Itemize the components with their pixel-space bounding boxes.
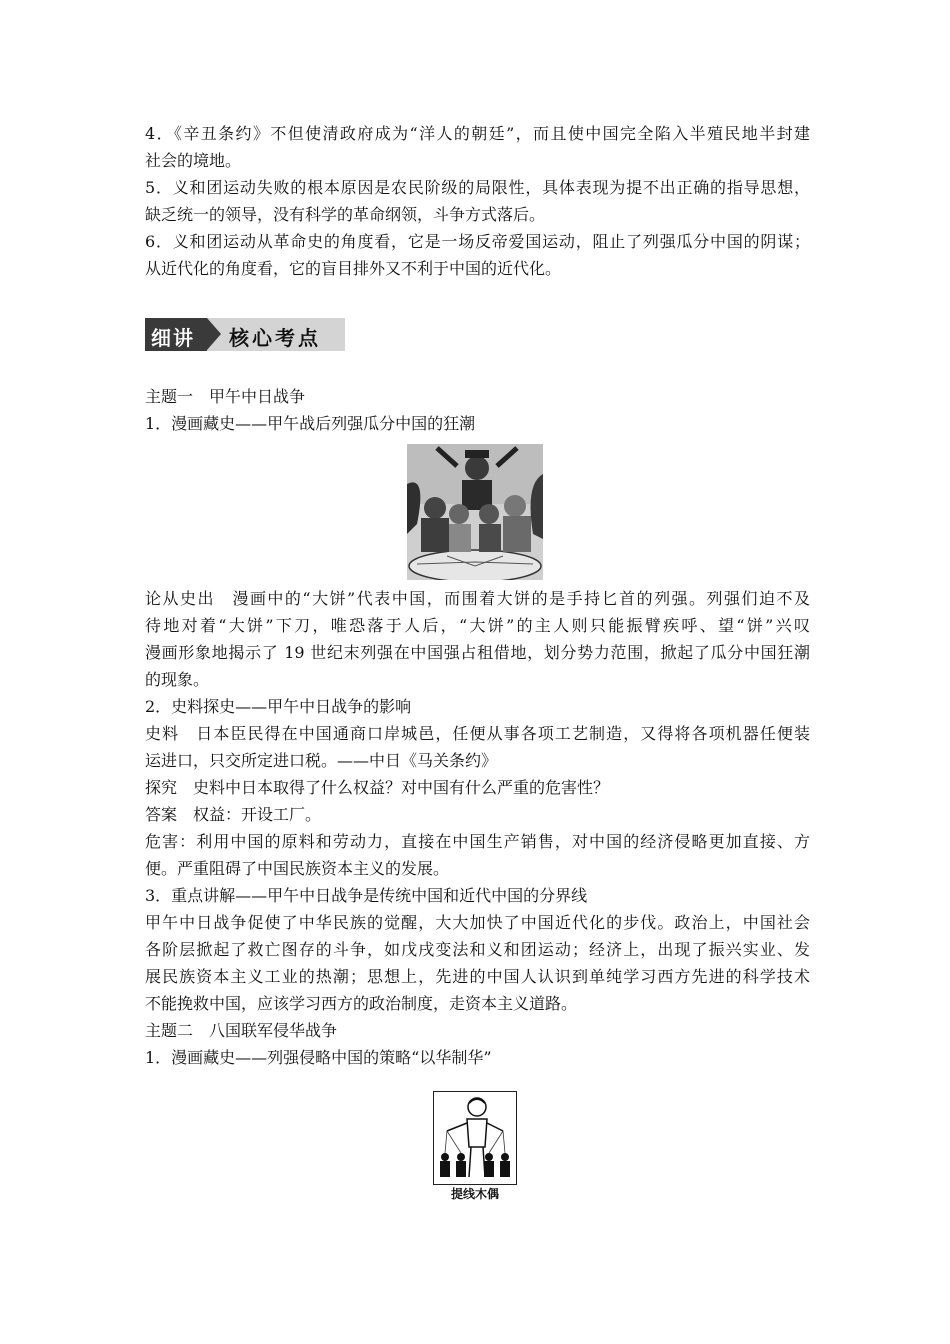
text-line: 从近代化的角度看，它的盲目排外又不利于中国的近代化。 bbox=[145, 259, 562, 278]
text-line: 社会的境地。 bbox=[145, 151, 242, 170]
text-line: 便。严重阻碍了中国民族资本主义的发展。 bbox=[145, 859, 450, 878]
topic-one-heading-block bbox=[145, 383, 810, 437]
subheading: 3．重点讲解——甲午中日战争是传统中国和近代中国的分界线 bbox=[145, 886, 588, 905]
text-line: 探究 史料中日本取得了什么权益？对中国有什么严重的危害性？ bbox=[145, 778, 610, 797]
text-line: 运进口，只交所定进口税。——中日《马关条约》 bbox=[145, 751, 498, 770]
subheading: 1．漫画藏史——甲午战后列强瓜分中国的狂潮 bbox=[145, 414, 476, 433]
banner-left-label: 细讲 bbox=[151, 326, 195, 350]
text-line: 论从史出 漫画中的“大饼”代表中国，而围着大饼的是手持匕首的列强。列强们迫不及 bbox=[145, 589, 810, 608]
text-line: 漫画形象地揭示了 19 世纪末列强在中国强占租借地，划分势力范围，掀起了瓜分中国狂潮 bbox=[145, 643, 810, 662]
text-line: 展民族资本主义工业的热潮；思想上，先进的中国人认识到单纯学习西方先进的科学技术 bbox=[145, 967, 810, 986]
text-line: 缺乏统一的领导，没有科学的革命纲领，斗争方式落后。 bbox=[145, 205, 546, 224]
text-line: 不能挽救中国，应该学习西方的政治制度，走资本主义道路。 bbox=[145, 994, 578, 1013]
intro-block bbox=[145, 120, 810, 282]
text-line: 甲午中日战争促使了中华民族的觉醒，大大加快了中国近代化的步伐。政治上，中国社会 bbox=[145, 913, 810, 932]
topic-heading: 主题二 八国联军侵华战争 bbox=[145, 1021, 338, 1040]
text-line: 5．义和团运动失败的根本原因是农民阶级的局限性，具体表现为提不出正确的指导思想， bbox=[145, 178, 810, 197]
banner-right-label: 核心考点 bbox=[229, 326, 321, 350]
text-line: 6．义和团运动从革命史的角度看，它是一场反帝爱国运动，阻止了列强瓜分中国的阴谋； bbox=[145, 232, 810, 251]
subheading: 2．史料探史——甲午中日战争的影响 bbox=[145, 697, 412, 716]
text-line: 答案 权益：开设工厂。 bbox=[145, 805, 322, 824]
text-line: 危害：利用中国的原料和劳动力，直接在中国生产销售，对中国的经济侵略更加直接、方 bbox=[145, 832, 810, 851]
topic-heading: 主题一 甲午中日战争 bbox=[145, 387, 306, 406]
text-line: 的现象。 bbox=[145, 670, 210, 689]
subheading: 1．漫画藏史——列强侵略中国的策略“以华制华” bbox=[145, 1048, 492, 1067]
text-line: 4．《辛丑条约》不但使清政府成为“洋人的朝廷”，而且使中国完全陷入半殖民地半封建 bbox=[145, 124, 810, 143]
figure-caption: 提线木偶 bbox=[450, 1187, 499, 1201]
text-line: 各阶层掀起了救亡图存的斗争，如戊戌变法和义和团运动；经济上，出现了振兴实业、发 bbox=[145, 940, 810, 959]
text-line: 待地对着“大饼”下刀，唯恐落于人后，“大饼”的主人则只能振臂疾呼、望“饼”兴叹 bbox=[145, 616, 810, 635]
section-banner bbox=[145, 318, 345, 351]
analysis-block bbox=[145, 585, 810, 1071]
text-line: 史料 日本臣民得在中国通商口岸城邑，任便从事各项工艺制造，又得将各项机器任便装 bbox=[145, 724, 810, 743]
cartoon-partition-image bbox=[407, 444, 543, 580]
